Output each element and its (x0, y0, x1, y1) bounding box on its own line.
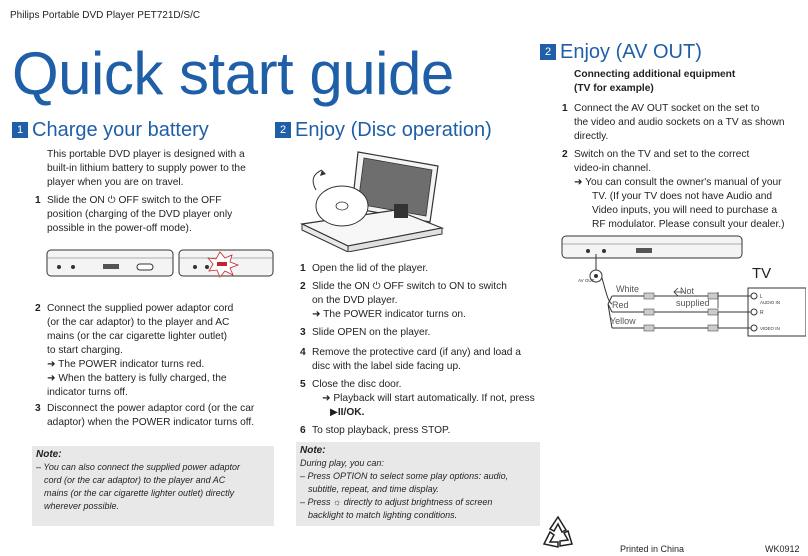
disc-step-1: 1 Open the lid of the player. (300, 262, 540, 276)
text-line: RF modulator. Please consult your dealer.) (592, 219, 785, 230)
note-title: Note: (300, 445, 326, 456)
text-line: ➜ The POWER indicator turns red. (47, 359, 205, 370)
section-title: Enjoy (AV OUT) (560, 41, 702, 63)
text-line: ➜ You can consult the owner's manual of your (574, 177, 782, 188)
red-label: Red (612, 300, 629, 310)
text-line: To stop playback, press STOP. (312, 425, 451, 436)
av-out-label: AV OUT (578, 278, 595, 283)
text-line: on the DVD player. (312, 295, 398, 306)
text-line: adaptor) when the POWER indicator turns off. (47, 417, 255, 428)
section-charge-heading (12, 118, 209, 142)
text-line: Open the lid of the player. (312, 263, 429, 274)
tv-label: TV (752, 265, 772, 282)
avout-step-2: 2 Switch on the TV and set to the correct video-in channel. ➜ You can consult the owner's manual of your TV. (If your TV does not have Audio and Video inputs, you will need to purchase a RF modulator. Please consult your dealer.) (562, 148, 802, 232)
doc-code: WK0912 (765, 544, 800, 554)
text-line: Connect the AV OUT socket on the set to (574, 103, 760, 114)
text-line: ▶II/OK. (330, 407, 365, 418)
text-line: This portable DVD player is designed with a (47, 149, 245, 160)
r-label: R (760, 310, 764, 316)
text-line: Connect the supplied power adaptor cord (47, 303, 234, 314)
dvd-player-illustration (298, 146, 448, 252)
charge-intro (47, 148, 277, 190)
section-number: 1 (12, 122, 28, 138)
av-connection-diagram (548, 232, 806, 342)
text-line: Slide OPEN on the player. (312, 327, 431, 338)
text-line: position (charging of the DVD player only (47, 209, 233, 220)
text-line: Video inputs, you will need to purchase a (592, 205, 778, 216)
disc-step-6: 6 To stop playback, press STOP. (300, 424, 540, 438)
text-line: ➜ The POWER indicator turns on. (312, 309, 466, 320)
audio-in-label: AUDIO IN (760, 300, 781, 305)
text-line: possible in the power-off mode). (47, 223, 192, 234)
text-line: ➜ Playback will start automatically. If not, press (322, 393, 535, 404)
disc-step-4: 4 Remove the protective card (if any) and load a disc with the label side facing up. (300, 346, 540, 374)
note-line: – Press ☼ directly to adjust brightness of screen (300, 497, 493, 507)
text-line: Close the disc door. (312, 379, 402, 390)
text-line: Slide the ON ⏻ OFF switch to ON to switch (312, 281, 507, 292)
yellow-label: Yellow (610, 316, 636, 326)
note-line: backlight to match lighting conditions. (308, 510, 458, 520)
text-line: Disconnect the power adaptor cord (or the car (47, 403, 255, 414)
l-label: L (760, 294, 763, 300)
text-line: player when you are on travel. (47, 177, 184, 188)
section-disc-heading (275, 118, 492, 142)
section-avout-heading (540, 40, 702, 64)
note-line: During play, you can: (300, 458, 384, 468)
text-line: Switch on the TV and set to the correct (574, 149, 750, 160)
disc-note (296, 442, 540, 526)
charge-step-2: 2 Connect the supplied power adaptor cord (or the car adaptor) to the player and AC mains (or the car cigarette lighter outlet) to start charging. ➜ The POWER indicator turns red. ➜ When the battery is fully charged, the indicator turns off. (35, 302, 275, 400)
text-line: Slide the ON ⏻ OFF switch to the OFF (47, 195, 222, 206)
video-in-label: VIDEO IN (760, 326, 780, 331)
text-line: built-in lithium battery to supply power to the (47, 163, 246, 174)
text-line: video-in channel. (574, 163, 652, 174)
note-line: – Press OPTION to select some play options: audio, (300, 471, 509, 481)
disc-step-2: 2 Slide the ON ⏻ OFF switch to ON to switch on the DVD player. ➜ The POWER indicator turns on. (300, 280, 540, 322)
text-line: to start charging. (47, 345, 123, 356)
text-line: TV. (If your TV does not have Audio and (592, 191, 773, 202)
section-number: 2 (275, 122, 291, 138)
charge-step-1: 1 Slide the ON ⏻ OFF switch to the OFF position (charging of the DVD player only possible in the power-off mode). (35, 194, 275, 236)
page-title: Quick start guide (12, 40, 454, 107)
text-line: disc with the label side facing up. (312, 361, 461, 372)
printed-in: Printed in China (620, 544, 685, 554)
text-line: the video and audio sockets on a TV as shown (574, 117, 785, 128)
text-line: mains (or the car cigarette lighter outlet) (47, 331, 228, 342)
section-title: Enjoy (Disc operation) (295, 119, 492, 141)
text-line: ➜ When the battery is fully charged, the (47, 373, 227, 384)
note-title: Note: (36, 449, 62, 460)
document-header: Philips Portable DVD Player PET721D/S/C (10, 10, 201, 21)
text-line: Connecting additional equipment (574, 69, 736, 80)
text-line: (TV for example) (574, 83, 654, 94)
text-line: directly. (574, 131, 609, 142)
charge-step-3: 3 Disconnect the power adaptor cord (or the car adaptor) when the POWER indicator turns off. (35, 402, 275, 430)
note-line: – You can also connect the supplied power adaptor (36, 462, 240, 472)
disc-step-5: 5 Close the disc door. ➜ Playback will start automatically. If not, press ▶II/OK. (300, 378, 540, 420)
recycle-icon (538, 514, 578, 552)
text-line: indicator turns off. (47, 387, 128, 398)
note-line: cord (or the car adaptor) to the player and AC (44, 475, 226, 485)
player-side-illustration (45, 240, 275, 285)
avout-subtitle (574, 68, 794, 96)
note-line: wherever possible. (44, 501, 120, 511)
note-line: mains (or the car cigarette lighter outlet) directly (44, 488, 235, 498)
avout-step-1: 1 Connect the AV OUT socket on the set to the video and audio sockets on a TV as shown directly. (562, 102, 798, 144)
supplied-label: supplied (676, 298, 710, 308)
not-label: Not (680, 286, 695, 296)
section-number: 2 (540, 44, 556, 60)
disc-step-3: 3 Slide OPEN on the player. (300, 326, 540, 340)
note-line: subtitle, repeat, and time display. (308, 484, 439, 494)
text-line: (or the car adaptor) to the player and AC (47, 317, 230, 328)
charge-note (32, 446, 274, 526)
section-title: Charge your battery (32, 119, 209, 141)
text-line: Remove the protective card (if any) and load a (312, 347, 521, 358)
white-label: White (616, 284, 640, 294)
